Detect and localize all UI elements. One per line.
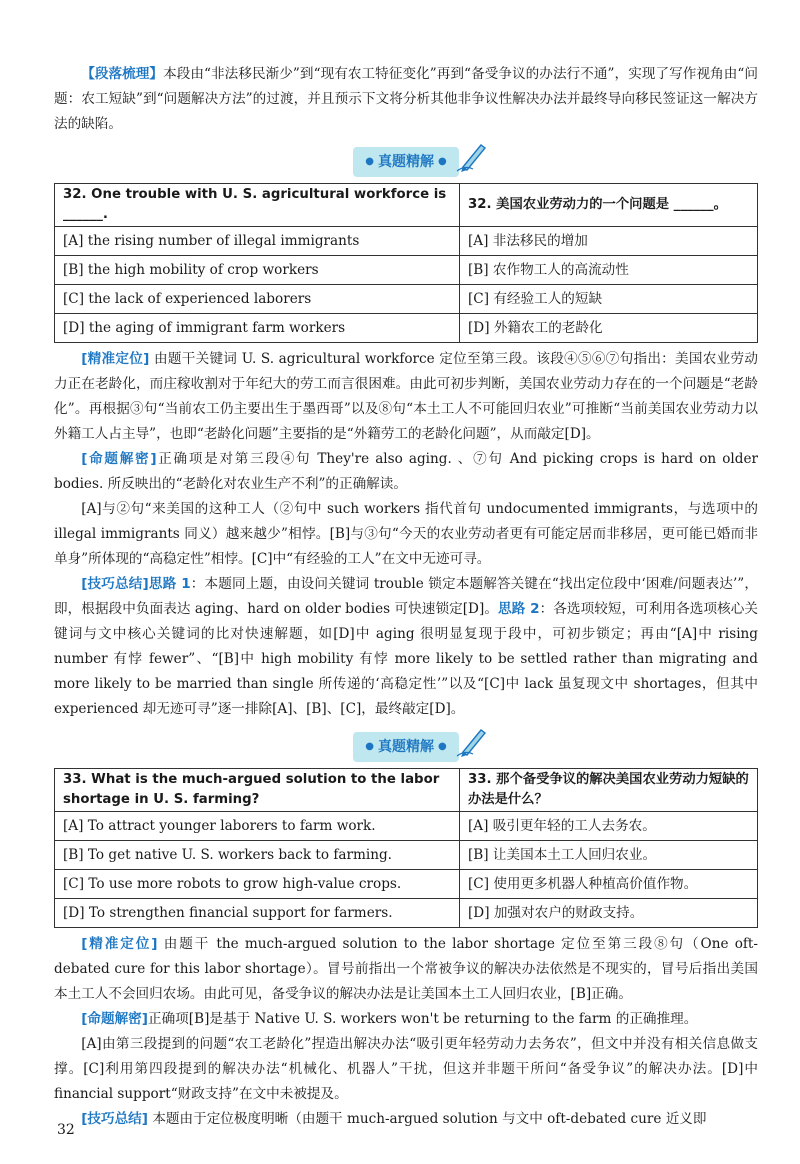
question-stem-cn: 33. 那个备受争议的解决美国农业劳动力短缺的办法是什么？ (460, 769, 758, 812)
q33-distractors: [A]由第三段提到的问题“农工老龄化”捏造出解决办法“吸引更年轻劳动力去务农”，但文中并没有相关信息做支撑。[C]利用第四段提到的解决办法“机械化、机器人”干扰，但这并非题干所问“备受争议”的解决办法。[D]中 financial support“财政支持”在文中未被提及。 (54, 1036, 758, 1102)
skill-tag: [技巧总结] (81, 576, 149, 592)
locate-text: 由题干关键词 U. S. agricultural workforce 定位至第三段。该段④⑤⑥⑦句指出：美国农业劳动力正在老龄化，而庄稼收割对于年纪大的劳工而言很困难。由此可初步判断，美国农业劳动力存在的一个问题是“老龄化”。再根据③句“当前农工仍主要出生于墨西哥”以及⑧句“本土工人不可能回归农业”可推断“当前美国农业劳动力以外籍工人占主导”，也即“老龄化问题”主要指的是“外籍劳工的老龄化问题”，从而敲定[D]。 (54, 351, 758, 442)
pen-icon (455, 139, 489, 173)
skill-route-2: 思路 2 (497, 601, 540, 617)
option-en: [A] To attract younger laborers to farm work. (55, 812, 460, 841)
banner-q33-wrap (54, 726, 758, 766)
option-cn: [C] 有经验工人的短缺 (460, 285, 758, 314)
question-33-table (54, 768, 758, 928)
banner-label: 真题精解 (378, 154, 434, 170)
option-en: [B] To get native U. S. workers back to farming. (55, 841, 460, 870)
option-cn: [B] 农作物工人的高流动性 (460, 256, 758, 285)
option-row (55, 812, 758, 841)
option-en: [C] the lack of experienced laborers (55, 285, 460, 314)
locate-tag: [精准定位] (81, 351, 150, 367)
question-stem-row (55, 769, 758, 812)
question-stem-cn: 32. 美国农业劳动力的一个问题是 ______。 (460, 184, 758, 227)
q33-locate (54, 932, 758, 1007)
banner-dot-icon: ● (365, 741, 374, 752)
option-cn: [D] 加强对农户的财政支持。 (460, 899, 758, 928)
option-en: [A] the rising number of illegal immigrants (55, 227, 460, 256)
paragraph-summary (54, 62, 758, 137)
skill-text-1: ：本题同上题，由设问关键词 trouble 锁定本题解答关键在“找出定位段中‘困难/问题表达’”，即，根据段中负面表达 aging、hard on older bodies 可快速锁定[D]。 (54, 576, 758, 617)
option-cn: [B] 让美国本土工人回归农业。 (460, 841, 758, 870)
summary-tag: 【段落梳理】 (81, 66, 164, 82)
question-stem-row (55, 184, 758, 227)
skill-tag: [技巧总结] (81, 1111, 148, 1127)
option-row (55, 285, 758, 314)
option-en: [C] To use more robots to grow high-value crops. (55, 870, 460, 899)
page-number: 32 (57, 1122, 75, 1138)
banner-dot-icon: ● (365, 156, 374, 167)
locate-tag: [精准定位] (81, 936, 158, 952)
banner-label: 真题精解 (378, 739, 434, 755)
option-row (55, 227, 758, 256)
option-row (55, 841, 758, 870)
decode-text: 正确项[B]是基于 Native U. S. workers won't be returning to the farm 的正确推理。 (148, 1011, 698, 1027)
section-banner (353, 732, 458, 762)
q32-distractors: [A]与②句“来美国的这种工人（②句中 such workers 指代首句 undocumented immigrants，与选项中的 illegal immigrants 同义）越来越少”相悖。[B]与③句“今天的农业劳动者更有可能定居而非移居，更可能已婚而非单身”所体现的“高稳定性”相悖。[C]中“有经验的工人”在文中无迹可寻。 (54, 501, 758, 567)
page-content (54, 62, 758, 1132)
skill-text-2: ：各选项较短，可利用各选项核心关键词与文中核心关键词的比对快速解题，如[D]中 aging 很明显复现于段中，可初步锁定；再由“[A]中 rising number 有悖 fewer”、“[B]中 high mobility 有悖 more likely to be settled rather than migrating and more likely to be married than single 所传递的‘高稳定性’”以及“[C]中 lack 虽复现文中 shortages，但其中 experienced 却无迹可寻”逐一排除[A]、[B]、[C]，最终敲定[D]。 (54, 601, 758, 717)
summary-text: 本段由“非法移民渐少”到“现有农工特征变化”再到“备受争议的办法行不通”，实现了写作视角由“问题：农工短缺”到“问题解决方法”的过渡，并且预示下文将分析其他非争议性解决办法并最终导向移民签证这一解决方法的缺陷。 (54, 66, 758, 132)
question-stem-en: 32. One trouble with U. S. agricultural workforce is ______. (55, 184, 460, 227)
question-stem-en: 33. What is the much-argued solution to the labor shortage in U. S. farming? (55, 769, 460, 812)
option-en: [D] the aging of immigrant farm workers (55, 314, 460, 343)
option-cn: [A] 吸引更年轻的工人去务农。 (460, 812, 758, 841)
decode-text: 正确项是对第三段④句 They're also aging. 、⑦句 And picking crops is hard on older bodies. 所反映出的“老龄化对农业生产不利”的正确解读。 (54, 451, 758, 492)
skill-text: 本题由于定位极度明晰（由题干 much-argued solution 与文中 oft-debated cure 近义即 (148, 1111, 707, 1127)
option-cn: [A] 非法移民的增加 (460, 227, 758, 256)
banner-q32-wrap (54, 141, 758, 181)
option-row (55, 899, 758, 928)
option-en: [D] To strengthen financial support for farmers. (55, 899, 460, 928)
locate-text: 由题干 the much-argued solution to the labor shortage 定位至第三段⑧句（One oft-debated cure for this labor shortage）。冒号前指出一个常被争议的解决办法依然是不现实的，冒号后指出美国本土工人不会回归农场。由此可见，备受争议的解决办法是让美国本土工人回归农业，[B]正确。 (54, 936, 758, 1002)
q32-locate (54, 347, 758, 447)
q33-skill (54, 1107, 758, 1132)
section-banner (353, 147, 458, 177)
option-row (55, 314, 758, 343)
skill-route-1: 思路 1 (148, 576, 191, 592)
option-cn: [D] 外籍农工的老龄化 (460, 314, 758, 343)
option-cn: [C] 使用更多机器人种植高价值作物。 (460, 870, 758, 899)
decode-tag: [命题解密] (81, 1011, 148, 1027)
pen-icon (455, 724, 489, 758)
option-en: [B] the high mobility of crop workers (55, 256, 460, 285)
option-row (55, 870, 758, 899)
q32-decode (54, 447, 758, 497)
banner-dot-icon: ● (438, 741, 447, 752)
option-row (55, 256, 758, 285)
q32-skill (54, 572, 758, 722)
decode-tag: [命题解密] (81, 451, 157, 467)
question-32-table (54, 183, 758, 343)
banner-dot-icon: ● (438, 156, 447, 167)
q33-decode (54, 1007, 758, 1032)
